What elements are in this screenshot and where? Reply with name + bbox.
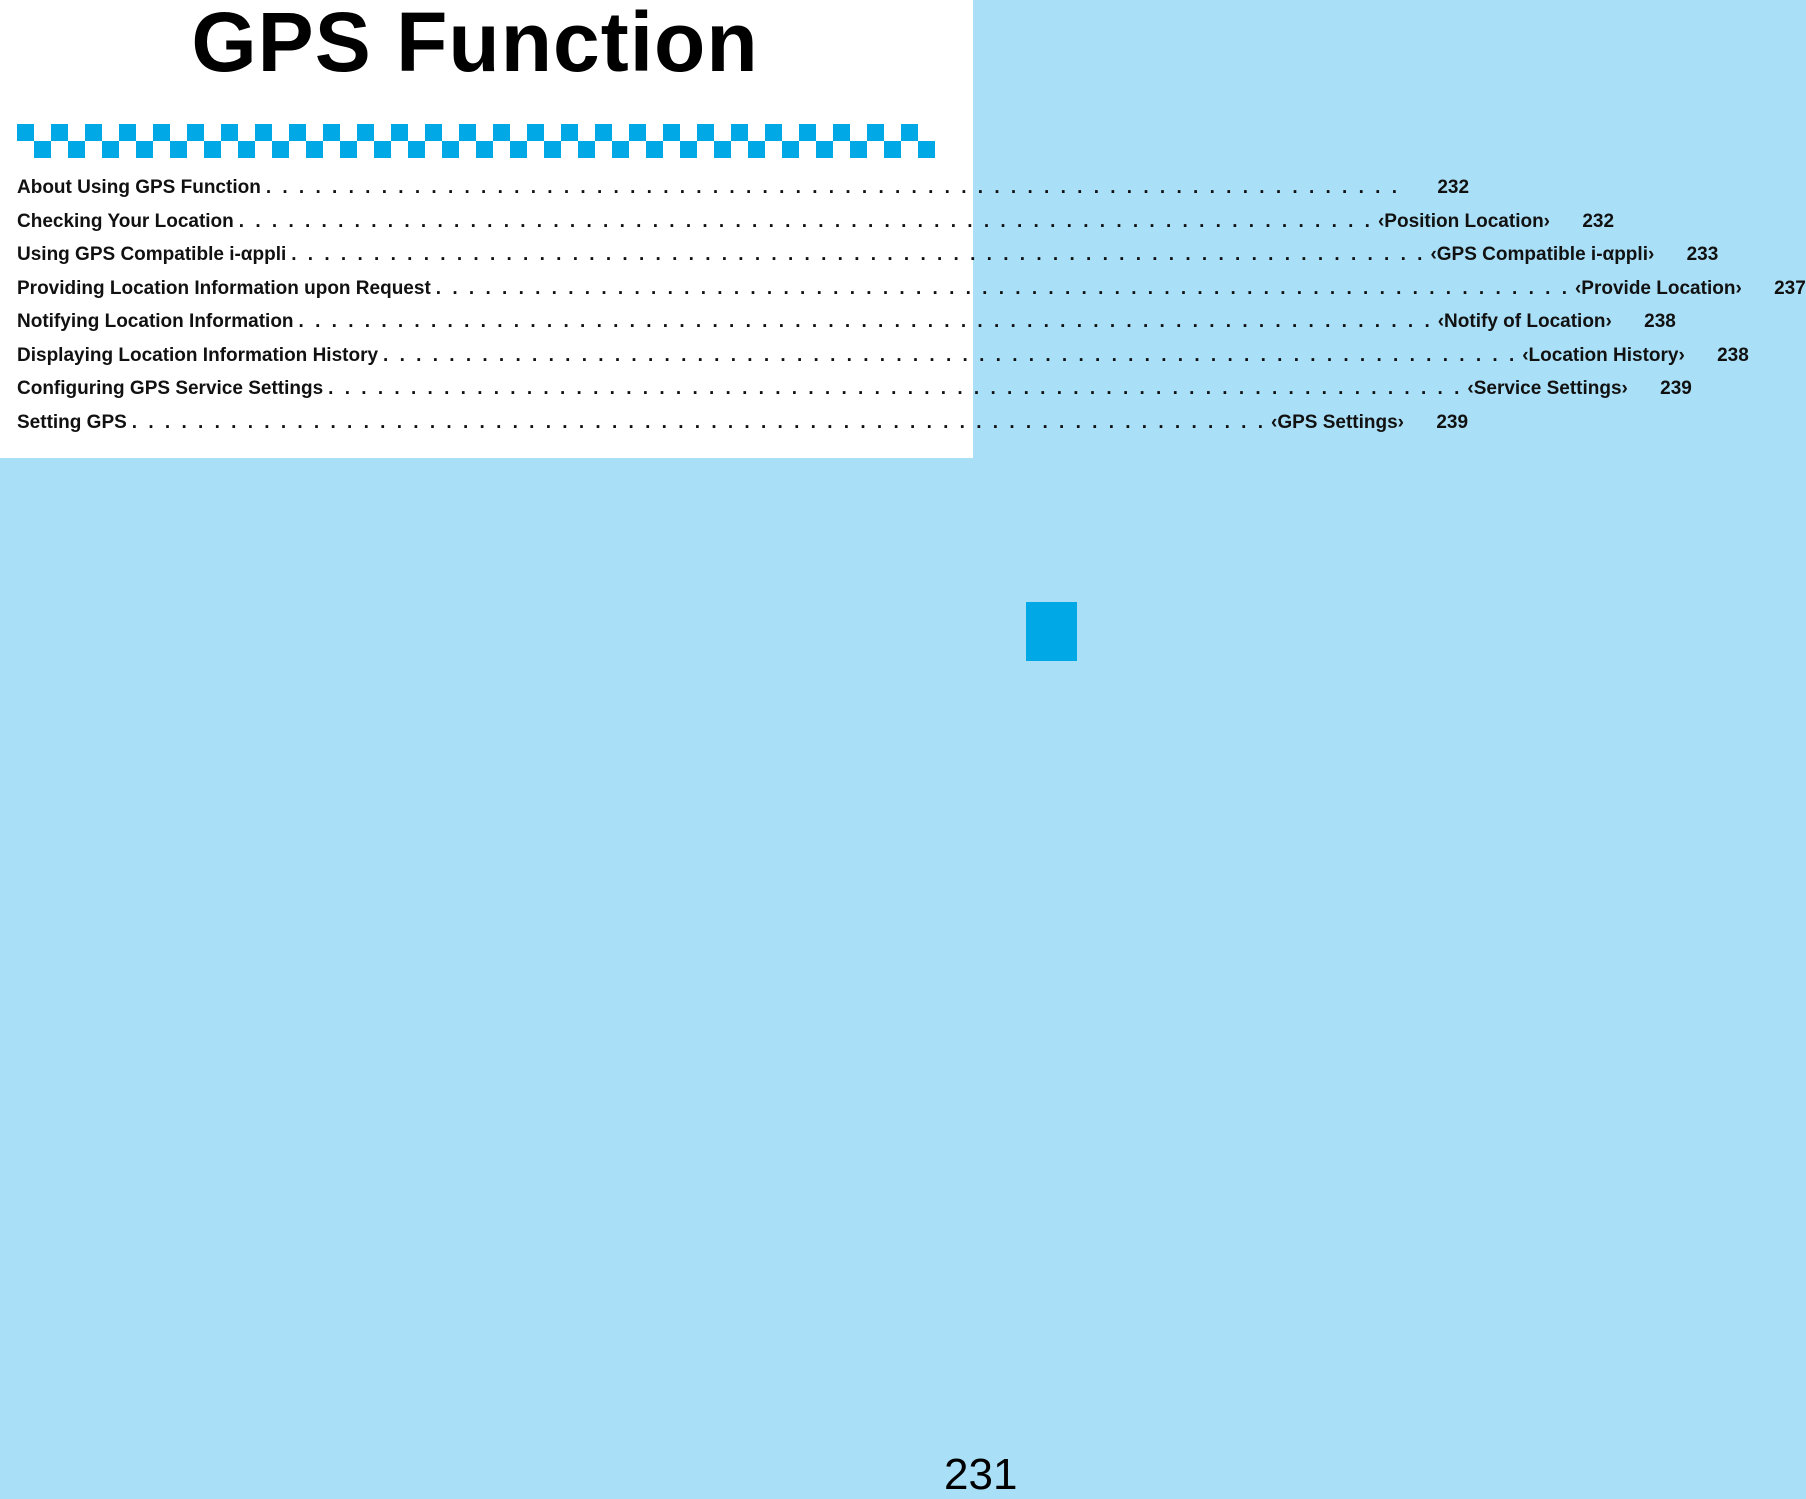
checker-square (595, 124, 612, 141)
toc-entry[interactable] (17, 378, 1692, 412)
checker-square (391, 124, 408, 141)
toc-entry-menu: ‹Service Settings› (1467, 378, 1628, 399)
checker-square (255, 124, 272, 141)
checker-square (85, 124, 102, 141)
checker-square (731, 124, 748, 141)
toc-leader-dots: . . . . . . . . . . . . . . . . . . . . . . . . . . . . . . . . . . . . . . . . . . . . . . . . . . . . . . . . . . . . . . . . . . . . . (298, 311, 1433, 332)
toc-entry-menu: ‹Position Location› (1377, 210, 1551, 232)
toc-entry-title: Notifying Location Information (17, 311, 294, 332)
checker-square (680, 141, 697, 158)
checker-square (561, 124, 578, 141)
checker-square (527, 124, 544, 141)
checker-square (170, 141, 187, 158)
checker-square (442, 141, 459, 158)
checker-square (306, 141, 323, 158)
toc-entry-menu: ‹GPS Settings› (1271, 411, 1405, 433)
toc-entry-menu: ‹GPS Compatible i-αppli› (1430, 244, 1655, 265)
toc-leader-dots: . . . . . . . . . . . . . . . . . . . . . . . . . . . . . . . . . . . . . . . . . . . . . . . . . . . . . . . . . . . . . . . . . . . . . (291, 244, 1426, 265)
checker-square (748, 141, 765, 158)
checker-square (867, 124, 884, 141)
checker-square (901, 124, 918, 141)
checker-square (272, 141, 289, 158)
checker-square (612, 141, 629, 158)
checker-square (493, 124, 510, 141)
checker-square (629, 124, 646, 141)
checker-square (17, 124, 34, 141)
checker-square (544, 141, 561, 158)
toc-entry-menu: ‹Notify of Location› (1437, 311, 1612, 332)
checker-square (68, 141, 85, 158)
page-title: GPS Function (191, 0, 759, 89)
checker-square (323, 124, 340, 141)
toc-leader-dots: . . . . . . . . . . . . . . . . . . . . . . . . . . . . . . . . . . . . . . . . . . . . . . . . . . . . . . . . . . . . . . . . . . . . . (238, 210, 1373, 232)
toc-entry-title: Configuring GPS Service Settings (17, 378, 324, 399)
toc-entry-page: 233 (1686, 244, 1719, 265)
checker-square (799, 124, 816, 141)
toc-entry[interactable] (17, 311, 1676, 345)
checker-square (578, 141, 595, 158)
toc-entry-title: Displaying Location Information History (17, 344, 379, 366)
toc-entry-title: Providing Location Information upon Request (17, 277, 431, 299)
checker-square (510, 141, 527, 158)
checker-square (850, 141, 867, 158)
checker-square (646, 141, 663, 158)
toc-entry[interactable] (17, 177, 1470, 211)
toc-entry-page: 232 (1582, 210, 1615, 232)
checker-square (51, 124, 68, 141)
toc-entry-menu: ‹Location History› (1522, 344, 1685, 366)
checker-square (374, 141, 391, 158)
toc-entry-page: 232 (1437, 177, 1470, 198)
table-of-contents (17, 177, 1806, 445)
checker-square (204, 141, 221, 158)
checkered-divider (17, 124, 951, 158)
toc-entry-title: Checking Your Location (17, 210, 234, 232)
toc-entry-page: 238 (1717, 344, 1749, 366)
checker-square (816, 141, 833, 158)
checker-square (34, 141, 51, 158)
toc-leader-dots: . . . . . . . . . . . . . . . . . . . . . . . . . . . . . . . . . . . . . . . . . . . . . . . . . . . . . . . . . . . . . . . . . . . . . (328, 378, 1463, 399)
page-number: 231 (944, 1450, 1018, 1499)
toc-entry-page: 239 (1660, 378, 1692, 399)
checker-square (153, 124, 170, 141)
checker-square (782, 141, 799, 158)
checker-square (476, 141, 493, 158)
toc-entry-title: About Using GPS Function (17, 177, 261, 198)
checker-square (289, 124, 306, 141)
checker-square (663, 124, 680, 141)
checker-square (238, 141, 255, 158)
checker-square (459, 124, 476, 141)
toc-entry-title: Setting GPS (17, 411, 127, 433)
checker-square (340, 141, 357, 158)
toc-entry[interactable] (17, 344, 1749, 379)
toc-entry-title: Using GPS Compatible i-αppli (17, 244, 287, 265)
chapter-tab (1026, 602, 1077, 661)
checker-square (102, 141, 119, 158)
checker-square (833, 124, 850, 141)
toc-leader-dots: . . . . . . . . . . . . . . . . . . . . . . . . . . . . . . . . . . . . . . . . . . . . . . . . . . . . . . . . . . . . . . . . . . . . . (265, 177, 1401, 198)
checker-square (697, 124, 714, 141)
toc-leader-dots: . . . . . . . . . . . . . . . . . . . . . . . . . . . . . . . . . . . . . . . . . . . . . . . . . . . . . . . . . . . . . . . . . . . . . (435, 277, 1570, 299)
checker-square (765, 124, 782, 141)
toc-entry-menu: ‹Provide Location› (1574, 277, 1742, 299)
checker-square (187, 124, 204, 141)
checker-square (714, 141, 731, 158)
toc-entry[interactable] (17, 411, 1469, 446)
toc-entry-page: 238 (1644, 311, 1676, 332)
toc-entry[interactable] (17, 277, 1806, 312)
toc-entry-page: 237 (1774, 277, 1806, 299)
checker-square (119, 124, 136, 141)
checker-square (918, 141, 935, 158)
checker-square (884, 141, 901, 158)
checker-square (136, 141, 153, 158)
checker-square (425, 124, 442, 141)
checker-square (357, 124, 374, 141)
toc-entry-page: 239 (1436, 411, 1469, 433)
checker-square (408, 141, 425, 158)
toc-leader-dots: . . . . . . . . . . . . . . . . . . . . . . . . . . . . . . . . . . . . . . . . . . . . . . . . . . . . . . . . . . . . . . . . . . . . . (131, 411, 1266, 433)
checker-square (221, 124, 238, 141)
toc-leader-dots: . . . . . . . . . . . . . . . . . . . . . . . . . . . . . . . . . . . . . . . . . . . . . . . . . . . . . . . . . . . . . . . . . . . . . (383, 344, 1518, 366)
content-panel (0, 0, 1806, 458)
toc-entry[interactable] (17, 210, 1615, 245)
toc-entry[interactable] (17, 244, 1719, 278)
